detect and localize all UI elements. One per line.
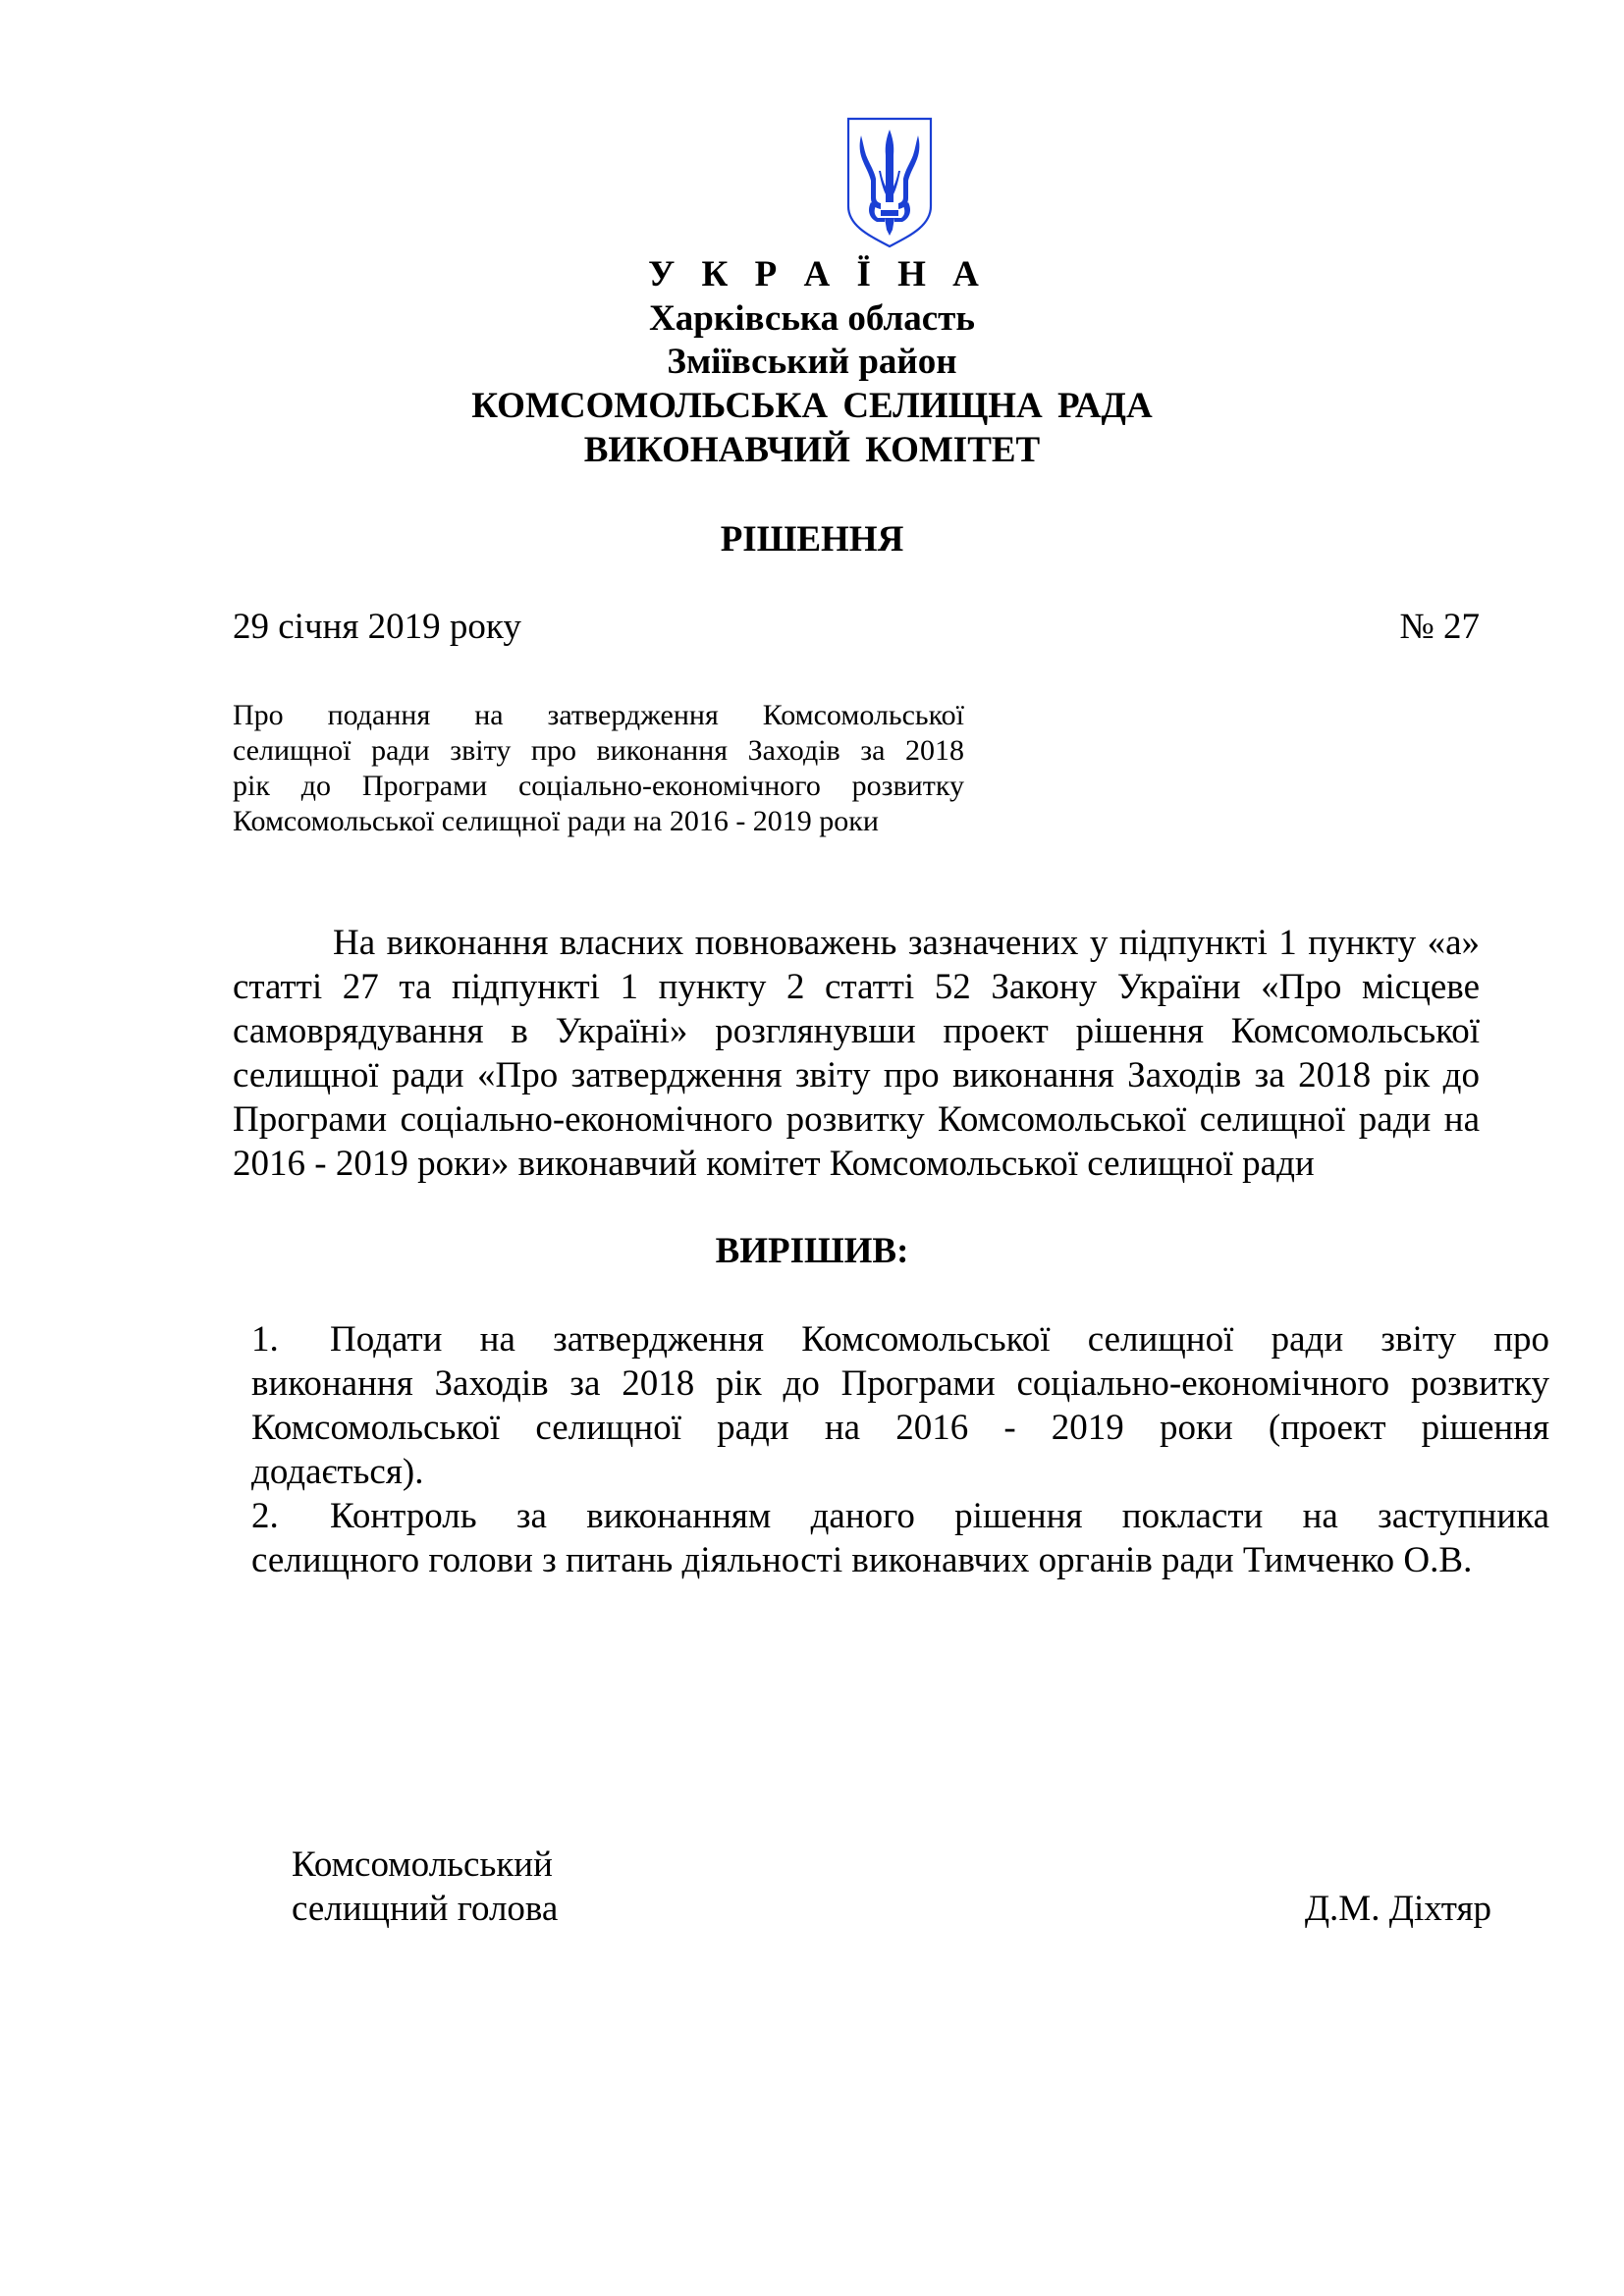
document-subject — [233, 698, 964, 839]
item-line: Контроль за виконанням даного рішення покласти на заступника — [330, 1496, 1549, 1536]
item-line: селищного голови з питань діяльності виконавчих органів ради Тимченко О.В. — [251, 1540, 1473, 1580]
item-line: Подати на затвердження Комсомольської селищної ради звіту про — [330, 1319, 1549, 1360]
item-line: Комсомольської селищної ради на 2016 - 2019 роки (проект рішення — [251, 1408, 1549, 1448]
document-date: 29 січня 2019 року — [233, 607, 521, 647]
council-heading: КОМСОМОЛЬСЬКА СЕЛИЩНА РАДА — [471, 386, 1153, 426]
date-number-line — [233, 606, 1480, 649]
preamble-line: самоврядування в Україні» розглянувши проект рішення Комсомольської — [233, 1011, 1480, 1051]
document-number: № 27 — [1399, 607, 1480, 647]
region-heading: Харківська область — [649, 298, 975, 339]
item-number: 1. — [251, 1319, 279, 1360]
signatory-title-line1: Комсомольський — [292, 1844, 553, 1885]
subject-line: Комсомольської селищної ради на 2016 - 2019 роки — [233, 805, 879, 837]
list-item — [251, 1317, 1549, 1362]
item-line: додається). — [251, 1452, 424, 1492]
preamble-line: Програми соціально-економічного розвитку Комсомольської селищної ради на — [233, 1099, 1480, 1140]
preamble-paragraph — [233, 921, 1480, 1186]
item-line: виконання Заходів за 2018 рік до Програми соціально-економічного розвитку — [251, 1363, 1549, 1404]
country-heading: У К Р А Ї Н А — [648, 254, 988, 294]
item-number: 2. — [251, 1496, 279, 1536]
resolved-heading: ВИРІШИВ: — [715, 1231, 909, 1271]
list-item — [251, 1494, 1549, 1538]
preamble-line: На виконання власних повноважень зазначених у підпункті 1 пункту «а» — [333, 923, 1480, 963]
document-type-heading: РІШЕННЯ — [720, 519, 904, 560]
preamble-line: 2016 - 2019 роки» виконавчий комітет Комсомольської селищної ради — [233, 1144, 1315, 1184]
district-heading: Зміївський район — [667, 342, 957, 382]
signatory-name: Д.М. Діхтяр — [1304, 1889, 1491, 1929]
subject-line: селищної ради звіту про виконання Заходів за 2018 — [233, 734, 964, 767]
decision-items-list — [251, 1317, 1549, 1582]
preamble-line: селищної ради «Про затвердження звіту про виконання Заходів за 2018 рік до — [233, 1055, 1480, 1095]
coat-of-arms-icon — [845, 116, 934, 249]
subject-line: Про подання на затвердження Комсомольської — [233, 699, 964, 731]
preamble-line: статті 27 та підпункті 1 пункту 2 статті 52 Закону України «Про місцеве — [233, 967, 1480, 1007]
subject-line: рік до Програми соціально-економічного розвитку — [233, 770, 964, 802]
signature-block — [292, 1842, 1491, 1931]
committee-heading: ВИКОНАВЧИЙ КОМІТЕТ — [583, 430, 1041, 470]
signatory-title-line2: селищний голова — [292, 1889, 559, 1929]
